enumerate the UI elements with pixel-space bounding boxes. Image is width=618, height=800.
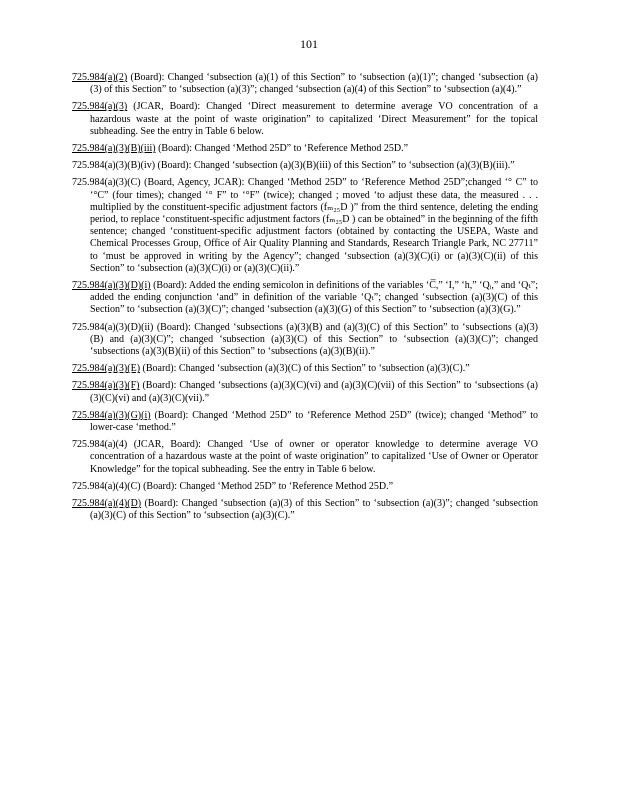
amendment-entry	[72, 160, 538, 172]
entry-text: (Board, Agency, JCAR): Changed ‘Method 25D” to ‘Reference Method 25D”;changed ‘° C” to ‘°C” (four times); changed ‘° F” to ‘°F” (twice); changed ; moved ‘to adjust these data, the measured . . . multiplied by the constituent-specific adjustment factors (fₘ₂₅D )” from the third sentence, deleting the ending period, to replace ‘constituent-specific adjustment factors (fₘ₂₅D ) can be obtained” in the beginning of the fifth sentence; changed ‘constituent-specific adjustment factors (obtained by contacting the USEPA, Waste and Chemical Processes Group, Office of Air Quality Planning and Standards, Research Triangle Park, NC 27711” to ‘must be approved in writing by the Agency”; changed ‘subsection (a)(3)(C)(i) or (a)(3)(C)(ii) of this Section” to ‘subsection (a)(3)(C)(i) or (a)(3)(C)(ii).”	[90, 177, 538, 274]
amendment-entry	[72, 363, 538, 375]
section-reference: 725.984(a)(3)(C)	[72, 177, 141, 189]
entry-text: (Board): Changed ‘Method 25D” to ‘Reference Method 25D.”	[140, 480, 394, 492]
section-reference: 725.984(a)(3)(B)(iii)	[72, 143, 156, 155]
entry-text: (JCAR, Board): Changed ‘Use of owner or operator knowledge to determine average VO concentration of a hazardous waste at the point of waste origination” to capitalized ‘Use of Owner or Operator Knowledge” for the topical subheading. See the entry in Table 6 below.	[90, 439, 538, 475]
page-number: 101	[300, 37, 318, 51]
section-reference: 725.984(a)(3)(D)(i)	[72, 280, 151, 292]
section-reference: 725.984(a)(2)	[72, 72, 128, 83]
section-reference: 725.984(a)(4)(C)	[72, 480, 141, 492]
amendment-entry	[72, 410, 538, 434]
amendment-entry	[72, 101, 538, 138]
entry-text: (JCAR, Board): Changed ‘Direct measurement to determine average VO concentration of a hazardous waste at the point of waste origination” to capitalized ‘Direct Measurement” for the topical subheading. See the entry in Table 6 below.	[90, 101, 538, 137]
entry-text: (Board): Changed ‘subsection (a)(1) of this Section” to ‘subsection (a)(1)”; changed ‘subsection (a)(3) of this Section” to ‘subsection (a)(3)”; changed ‘subsection (a)(4) of this Section” to ‘subsection (a)(4).”	[90, 72, 538, 96]
section-reference: 725.984(a)(3)(F)	[72, 380, 140, 392]
amendment-entry	[72, 143, 538, 155]
entry-text: (Board): Added the ending semicolon in definitions of the variables ‘C̅,” ‘I,” ‘h,” ‘Qᵢ,” and ‘Qₜ”; added the ending conjunction ‘and” in definition of the variable ‘Qₜ”; changed ‘subsection (a)(3)(C) of this Section” to ‘subsection (a)(3)(C)”; changed ‘subsection (a)(3)(G) of this Section” to ‘subsection (a)(3)(G).”	[90, 280, 538, 316]
entry-text: (Board): Changed ‘subsection (a)(3) of this Section” to ‘subsection (a)(3)”; changed ‘subsection (a)(3)(C) of this Section” to ‘subsection (a)(3)(C).”	[90, 498, 538, 522]
section-reference: 725.984(a)(3)(G)(i)	[72, 409, 151, 421]
amendment-entry	[72, 72, 538, 96]
amendment-entry	[72, 177, 538, 275]
section-reference: 725.984(a)(4)	[72, 439, 128, 451]
amendment-entry	[72, 498, 538, 522]
section-reference: 725.984(a)(3)(E)	[72, 363, 141, 375]
entry-text: (Board): Changed ‘Method 25D” to ‘Reference Method 25D” (twice); changed ‘Method” to lower-case ‘method.”	[90, 409, 538, 434]
entry-text: (Board): Changed ‘subsection (a)(3)(B)(iii) of this Section” to ‘subsection (a)(3)(B)(iii).”	[155, 160, 515, 172]
amendment-entry	[72, 322, 538, 359]
amendment-entry	[72, 481, 538, 493]
entry-text: (Board): Changed ‘Method 25D” to ‘Reference Method 25D.”	[155, 143, 409, 155]
amendment-list	[72, 72, 538, 528]
section-reference: 725.984(a)(4)(D)	[72, 498, 142, 510]
amendment-entry	[72, 439, 538, 476]
entry-text: (Board): Changed ‘subsections (a)(3)(B) and (a)(3)(C) of this Section” to ‘subsections (a)(3)(B) and (a)(3)(C)”; changed ‘subsection (a)(3)(C) of this Section” to ‘subsection (a)(3)(C)”; changed ‘subsections (a)(3)(B)(ii) of this Section” to ‘subsections (a)(3)(B)(ii).”	[90, 321, 538, 358]
amendment-entry	[72, 280, 538, 317]
amendment-entry	[72, 380, 538, 404]
section-reference: 725.984(a)(3)	[72, 101, 128, 113]
entry-text: (Board): Changed ‘subsection (a)(3)(C) of this Section” to ‘subsection (a)(3)(C).”	[140, 363, 470, 375]
section-reference: 725.984(a)(3)(D)(ii)	[72, 321, 154, 333]
section-reference: 725.984(a)(3)(B)(iv)	[72, 160, 156, 172]
entry-text: (Board): Changed ‘subsections (a)(3)(C)(vi) and (a)(3)(C)(vii) of this Section” to ‘subsections (a)(3)(C)(vi) and (a)(3)(C)(vii).”	[90, 380, 538, 404]
